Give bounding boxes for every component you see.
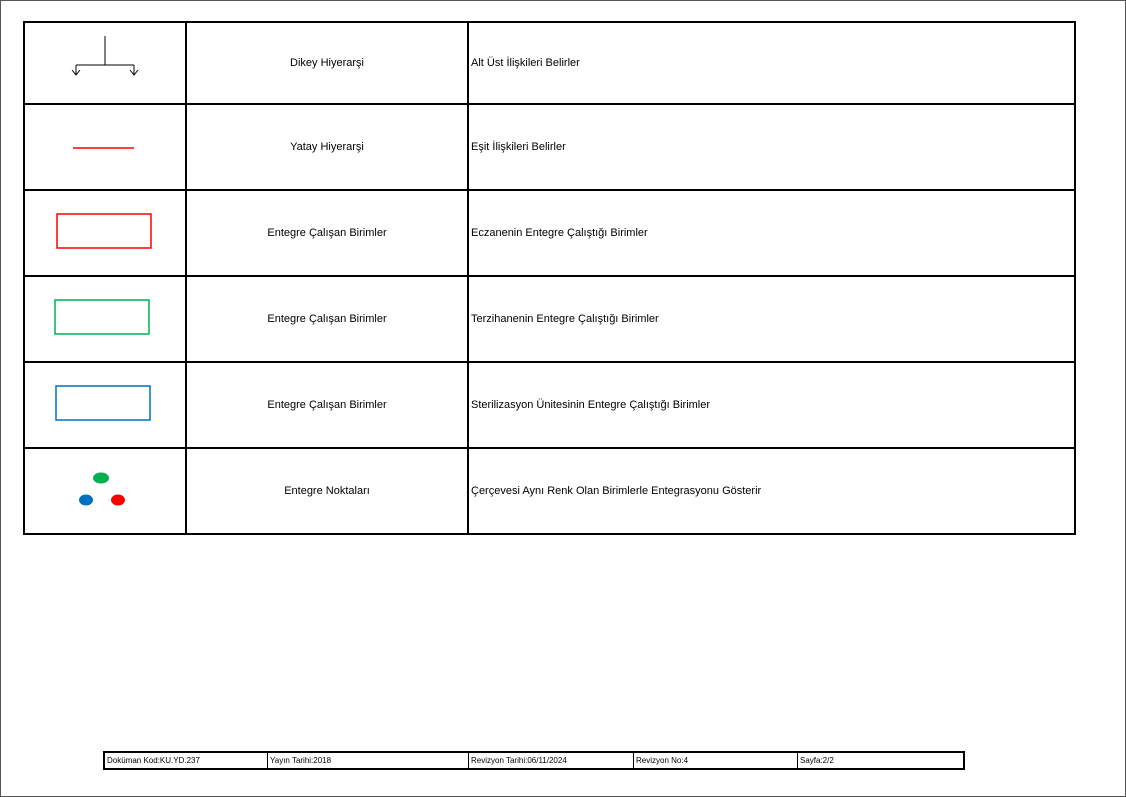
blue-frame-icon	[25, 364, 185, 446]
legend-row	[24, 448, 1075, 534]
symbol-cell	[24, 276, 186, 362]
horizontal-hierarchy-icon	[25, 106, 185, 188]
legend-row	[24, 190, 1075, 276]
page-number: Sayfa:2/2	[800, 756, 834, 765]
symbol-name: Entegre Noktaları	[186, 448, 468, 534]
integration-dots-icon	[25, 450, 185, 532]
symbol-name: Entegre Çalışan Birimler	[186, 190, 468, 276]
green-frame-icon	[25, 278, 185, 360]
legend-table	[23, 21, 1076, 535]
symbol-description: Eczanenin Entegre Çalıştığı Birimler	[468, 190, 1075, 276]
legend-row	[24, 276, 1075, 362]
symbol-name: Entegre Çalışan Birimler	[186, 276, 468, 362]
symbol-cell	[24, 104, 186, 190]
symbol-name: Dikey Hiyerarşi	[186, 22, 468, 104]
symbol-cell	[24, 22, 186, 104]
symbol-description: Terzihanenin Entegre Çalıştığı Birimler	[468, 276, 1075, 362]
symbol-cell	[24, 190, 186, 276]
red-dot	[111, 495, 125, 506]
vertical-hierarchy-icon	[25, 24, 185, 102]
symbol-description: Çerçevesi Aynı Renk Olan Birimlerle Entegrasyonu Gösterir	[468, 448, 1075, 534]
symbol-description: Alt Üst İlişkileri Belirler	[468, 22, 1075, 104]
legend-row	[24, 362, 1075, 448]
symbol-cell	[24, 362, 186, 448]
legend-row	[24, 22, 1075, 104]
red-frame-icon	[25, 192, 185, 274]
symbol-name: Yatay Hiyerarşi	[186, 104, 468, 190]
revision-date: Revizyon Tarihi:06/11/2024	[469, 753, 634, 768]
symbol-description: Sterilizasyon Ünitesinin Entegre Çalıştığı Birimler	[468, 362, 1075, 448]
revision-no: Revizyon No:4	[634, 753, 798, 768]
green-dot	[93, 473, 109, 484]
legend-row	[24, 104, 1075, 190]
document-footer	[103, 751, 965, 770]
symbol-cell	[24, 448, 186, 534]
blue-dot	[79, 495, 93, 506]
publish-date: Yayın Tarihi:2018	[268, 753, 469, 768]
symbol-description: Eşit İlişkileri Belirler	[468, 104, 1075, 190]
symbol-name: Entegre Çalışan Birimler	[186, 362, 468, 448]
doc-code: Doküman Kod:KU.YD.237	[105, 753, 268, 768]
